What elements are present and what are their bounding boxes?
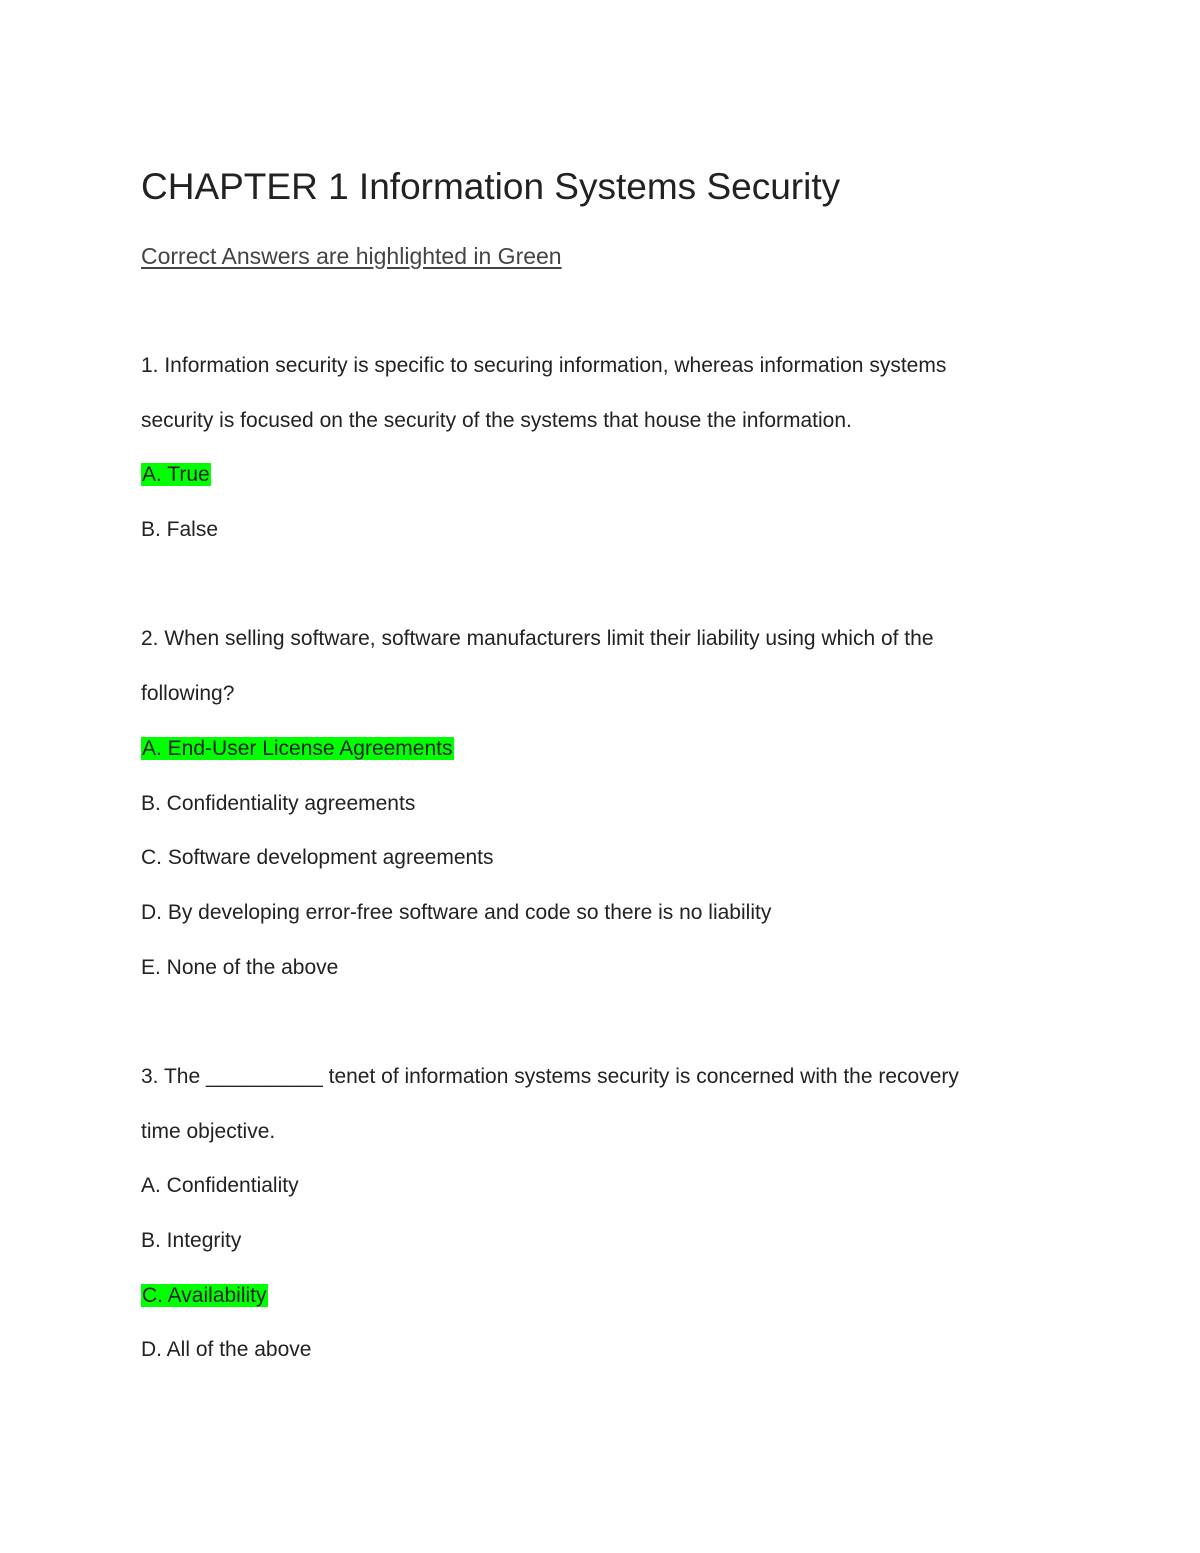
correct-answer-highlight: A. End-User License Agreements [142,737,453,760]
question-3-option-c [141,1281,268,1311]
question-2-option-c: C. Software development agreements [141,846,494,869]
document-title: CHAPTER 1 Information Systems Security [141,166,841,207]
question-1-option-b: B. False [141,518,219,541]
correct-answer-highlight: C. Availability [142,1284,267,1307]
question-2-text-line-1: 2. When selling software, software manufacturers limit their liability using which of the [141,627,934,650]
question-2-option-b: B. Confidentiality agreements [141,792,416,815]
answer-key-note: Correct Answers are highlighted in Green [141,243,562,269]
question-2-text-line-2: following? [141,682,235,705]
question-1-text-line-1: 1. Information security is specific to securing information, whereas information systems [141,354,947,377]
question-2-option-d: D. By developing error-free software and code so there is no liability [141,901,772,924]
question-3-option-a: A. Confidentiality [141,1174,299,1197]
question-2-option-a [141,734,454,764]
question-1-text-line-2: security is focused on the security of the systems that house the information. [141,409,852,432]
question-2-option-e: E. None of the above [141,956,339,979]
question-3-option-d: D. All of the above [141,1338,312,1361]
correct-answer-highlight: A. True [142,463,210,486]
question-3-text-line-2: time objective. [141,1120,276,1143]
question-1-option-a [141,460,211,490]
question-3-text-line-1: 3. The __________ tenet of information systems security is concerned with the recovery [141,1065,959,1088]
question-3-option-b: B. Integrity [141,1229,242,1252]
